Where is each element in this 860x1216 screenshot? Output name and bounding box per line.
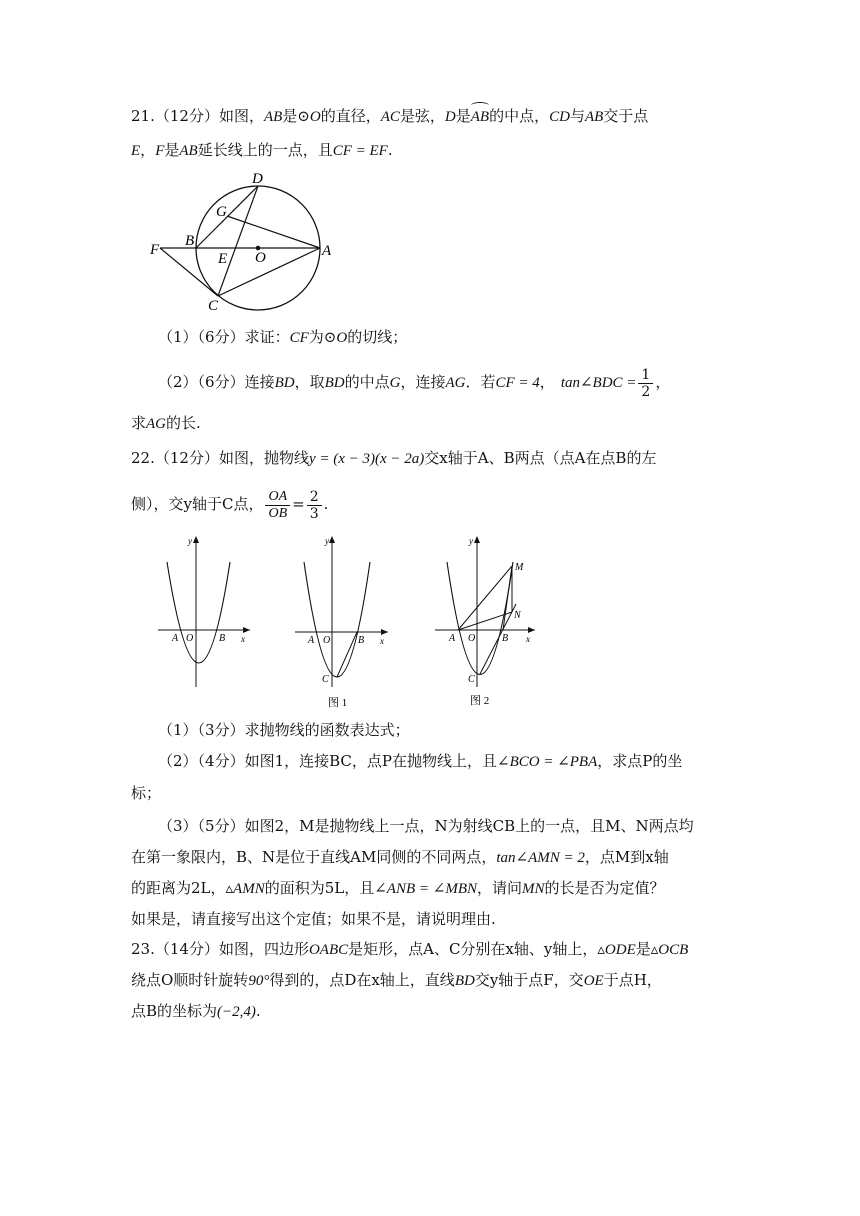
fraction-oa-ob xyxy=(265,489,290,522)
math-e: E xyxy=(131,143,141,159)
frac-num: OA xyxy=(265,489,290,506)
frac-num: 1 xyxy=(638,367,653,384)
math-cf-eq-ef: CF = EF xyxy=(332,143,388,159)
fig-label-a: A xyxy=(322,243,332,259)
text: 标； xyxy=(131,784,162,802)
text: 的直径， xyxy=(320,107,381,125)
text: 交于点 xyxy=(603,107,649,125)
fig0-a-label: A xyxy=(172,633,179,644)
fig-label-f: F xyxy=(150,242,160,258)
text: . xyxy=(387,141,393,159)
math-ac: AC xyxy=(380,109,400,125)
math-triangle-ocb: ▵OCB xyxy=(650,942,689,958)
q21-heading: 21.（12分）如图， xyxy=(131,107,264,125)
text: （1）（6分）求证： xyxy=(158,328,290,346)
text: 延长线上的一点，且 xyxy=(197,141,333,159)
text: ．若 xyxy=(465,373,496,391)
text: （2）（6分）连接 xyxy=(158,373,275,391)
math-bd: BD xyxy=(274,375,295,391)
text: 是矩形，点A、C分别在x轴、y轴上， xyxy=(348,940,598,958)
text: 是 xyxy=(635,940,651,958)
math-oabc: OABC xyxy=(308,942,349,958)
q22-line-1 xyxy=(131,447,656,470)
math-tan-bdc: tan∠BDC = xyxy=(560,375,637,391)
fig1-a-label: A xyxy=(308,635,315,646)
math-f: F xyxy=(155,143,165,159)
fig-label-b: B xyxy=(185,233,195,249)
math-angle-bco-pba: ∠BCO = ∠PBA xyxy=(497,754,598,770)
fig2-y-label: y xyxy=(469,536,473,546)
text: ，取 xyxy=(294,373,325,391)
text: 的面积为5L，且 xyxy=(264,879,375,897)
text: 是 xyxy=(455,107,471,125)
text: 的距离为2L， xyxy=(131,879,226,897)
math-parabola: y = (x − 3)(x − 2a) xyxy=(308,451,425,467)
text: 侧），交y轴于C点， xyxy=(131,495,264,513)
text: 是弦， xyxy=(399,107,445,125)
text: ，连接 xyxy=(400,373,446,391)
math-angle-anb-mbn: ∠ANB = ∠MBN xyxy=(374,881,477,897)
fig-label-o: O xyxy=(255,250,266,266)
text: 交y轴于点F，交 xyxy=(474,971,584,989)
q21-part-2 xyxy=(158,362,670,403)
text: = xyxy=(292,495,305,513)
text: 是 xyxy=(282,107,298,125)
math-arc-ab: AB xyxy=(471,106,489,128)
text: 是 xyxy=(164,141,180,159)
fig1-y-label: y xyxy=(325,536,329,546)
fig-label-g: G xyxy=(216,204,227,220)
math-ag: AG xyxy=(146,416,167,432)
q21-line-1 xyxy=(131,105,648,128)
math-tan-amn: tan∠AMN = 2 xyxy=(496,850,585,866)
fig0-o-label: O xyxy=(186,633,194,644)
text: 在第一象限内，B、N是位于直线AM同侧的不同两点， xyxy=(131,848,497,866)
text: . xyxy=(323,495,329,513)
frac-den: 2 xyxy=(641,383,651,400)
text: 绕点O顺时针旋转 xyxy=(131,971,249,989)
math-ab: AB xyxy=(179,143,198,159)
fraction-one-half xyxy=(638,367,653,400)
text: 的长是否为定值？ xyxy=(544,879,665,897)
text: ，点M到x轴 xyxy=(584,848,669,866)
fig2-o-label: O xyxy=(468,633,476,644)
q21-line-ask xyxy=(131,412,201,435)
text: 如果是，请直接写出这个定值；如果不是，请说明理由. xyxy=(131,910,496,928)
fig0-x-label: x xyxy=(241,634,245,644)
text: 得到的，点D在x轴上，直线 xyxy=(269,971,455,989)
math-point-b: (−2,4) xyxy=(217,1004,256,1020)
text: 与 xyxy=(569,107,585,125)
fig0-y-label: y xyxy=(188,536,192,546)
q22-part-2 xyxy=(158,750,682,773)
fig2-m-label: M xyxy=(515,562,524,573)
math-cf-eq-4: CF = 4 xyxy=(495,375,540,391)
q22-part-1 xyxy=(158,719,410,741)
math-circle-o: ⊙O xyxy=(297,109,321,125)
q22-line-2 xyxy=(131,484,328,524)
math-90-deg: 90° xyxy=(248,973,270,989)
q21-line-2 xyxy=(131,139,393,162)
text: 交x轴于A、B两点（点A在点B的左 xyxy=(424,449,657,467)
fig-label-d: D xyxy=(252,171,263,187)
math-triangle-amn: ▵AMN xyxy=(225,881,265,897)
text: ，求点P的坐 xyxy=(597,752,683,770)
fig1-caption: 图 1 xyxy=(328,697,348,709)
math-ag: AG xyxy=(445,375,466,391)
q23-line-2 xyxy=(131,969,662,992)
fig1-x-label: x xyxy=(380,636,384,646)
text: 为 xyxy=(308,328,324,346)
fig2-a-label: A xyxy=(449,633,456,644)
q22-part-3-line-2 xyxy=(131,846,669,869)
text: ， xyxy=(655,373,671,391)
math-ab: AB xyxy=(584,109,604,125)
fig2-c-label: C xyxy=(468,674,475,685)
fig-label-c: C xyxy=(208,298,219,314)
fig0-b-label: B xyxy=(219,633,226,644)
text: 的中点 xyxy=(344,373,390,391)
q23-line-3 xyxy=(131,1000,261,1023)
math-ab: AB xyxy=(263,109,283,125)
text: 于点H， xyxy=(603,971,662,989)
fig2-x-label: x xyxy=(526,634,530,644)
math-mn: MN xyxy=(522,881,545,897)
q23-heading: 23.（14分）如图，四边形 xyxy=(131,940,309,958)
math-bd: BD xyxy=(454,973,475,989)
fig-label-e: E xyxy=(218,251,228,267)
q22-heading: 22.（12分）如图，抛物线 xyxy=(131,449,309,467)
q22-part-3-line-4 xyxy=(131,908,496,930)
q22-figures xyxy=(150,532,550,712)
text: 的中点， xyxy=(489,107,550,125)
frac-num: 2 xyxy=(307,489,322,506)
q22-part-3-line-1 xyxy=(158,815,694,837)
math-g: G xyxy=(389,375,401,391)
text: ，请问 xyxy=(477,879,523,897)
text: 求 xyxy=(131,414,147,432)
math-cf: CF xyxy=(289,330,309,346)
math-bd: BD xyxy=(324,375,345,391)
fig1-o-label: O xyxy=(323,635,331,646)
q21-part-1 xyxy=(158,326,407,349)
frac-den: OB xyxy=(268,505,288,521)
fig1-b-label: B xyxy=(358,635,365,646)
text: （2）（4分）如图1，连接BC，点P在抛物线上，且 xyxy=(158,752,498,770)
fraction-two-thirds xyxy=(307,489,322,522)
q21-circle-figure xyxy=(145,168,345,316)
math-circle-o: ⊙O xyxy=(323,330,348,346)
frac-den: 3 xyxy=(309,505,319,522)
math-d: D xyxy=(444,109,456,125)
text: （1）（3分）求抛物线的函数表达式； xyxy=(158,721,410,739)
fig2-b-label: B xyxy=(502,633,509,644)
q22-part-2-cont xyxy=(131,782,161,804)
math-triangle-ode: ▵ODE xyxy=(597,942,636,958)
text: 的长. xyxy=(166,414,201,432)
text: . xyxy=(255,1002,261,1020)
text: 点B的坐标为 xyxy=(131,1002,218,1020)
fig1-c-label: C xyxy=(322,674,329,685)
text: ， xyxy=(140,141,156,159)
math-oe: OE xyxy=(583,973,604,989)
text: 的切线； xyxy=(347,328,408,346)
q23-line-1 xyxy=(131,938,688,961)
fig2-caption: 图 2 xyxy=(470,695,490,707)
q22-part-3-line-3 xyxy=(131,877,665,900)
math-cd: CD xyxy=(549,109,570,125)
text: （3）（5分）如图2，M是抛物线上一点，N为射线CB上的一点，且M、N两点均 xyxy=(158,817,694,835)
text: ， xyxy=(539,373,555,391)
fig2-n-label: N xyxy=(514,610,521,621)
